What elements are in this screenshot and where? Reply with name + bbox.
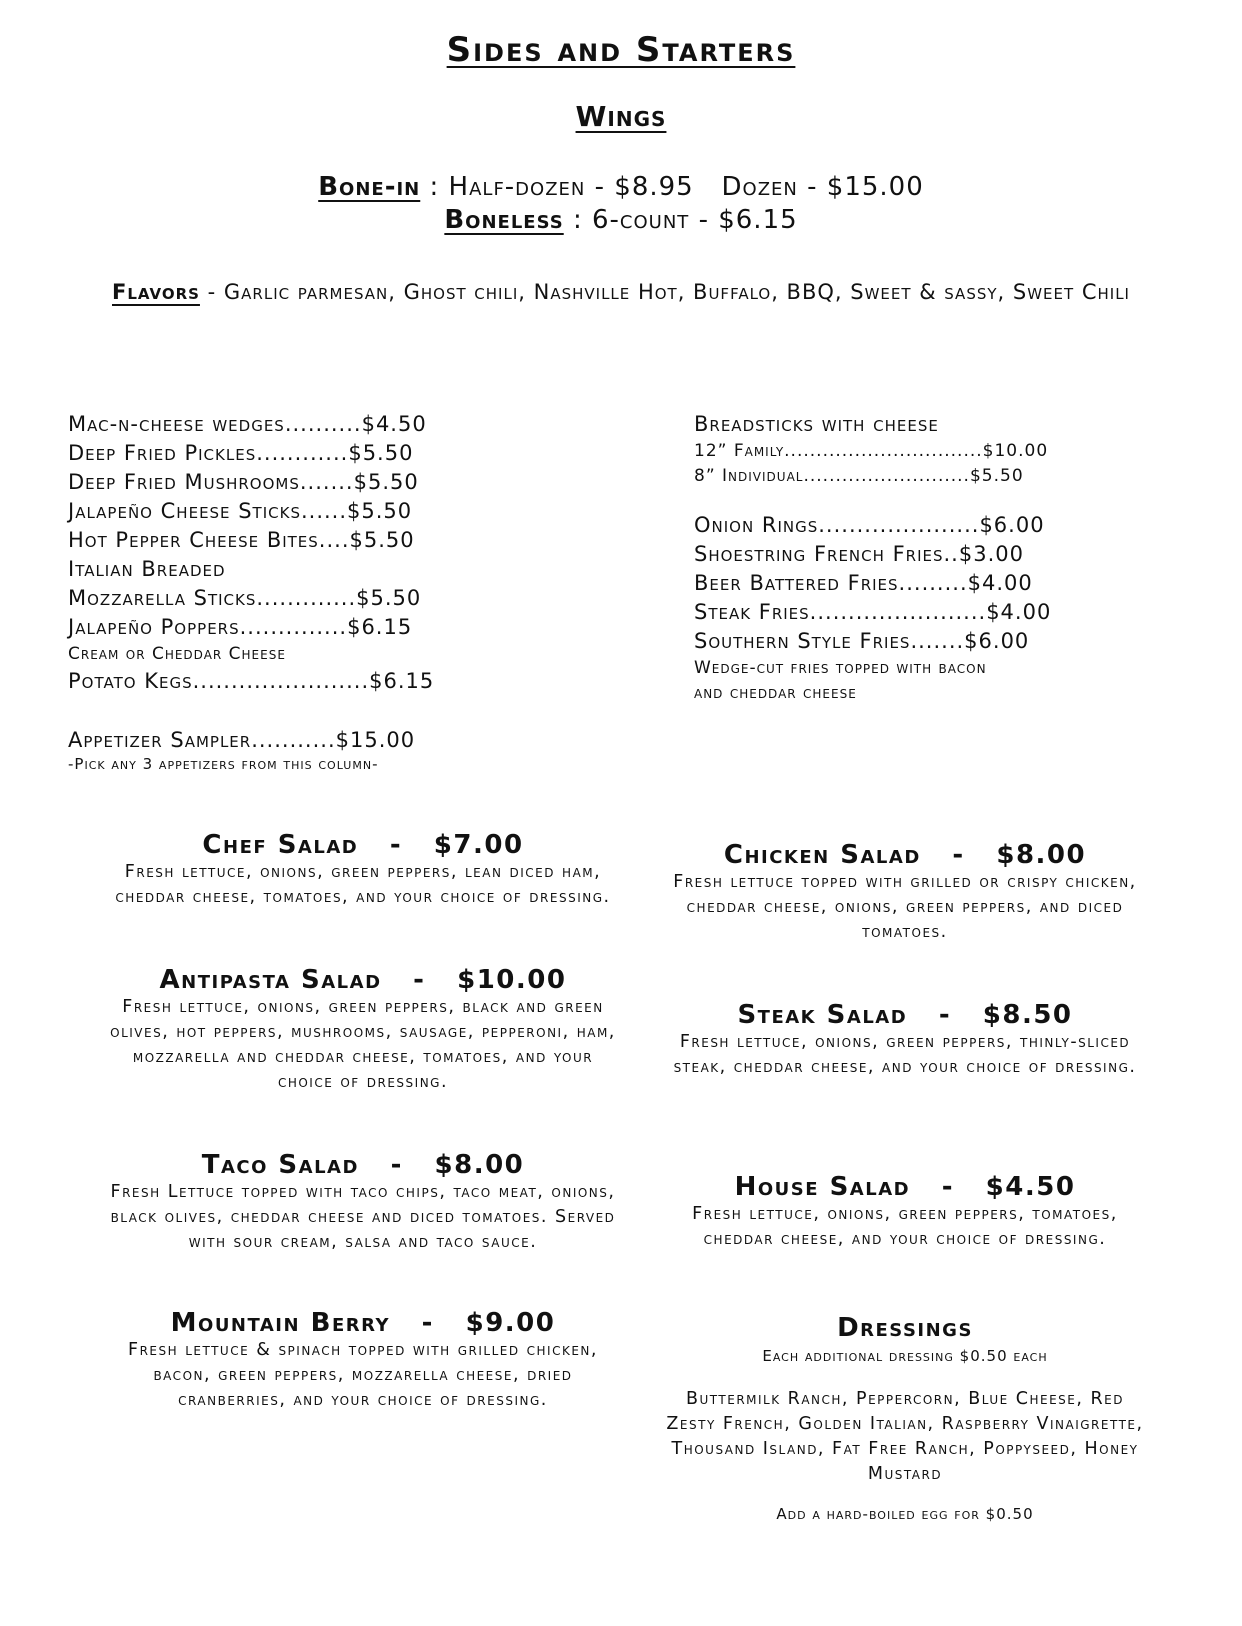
salad-title: Chef Salad - $7.00	[202, 830, 524, 860]
flavors-list: - Garlic parmesan, Ghost chili, Nashville Hot, Buffalo, BBQ, Sweet & sassy, Sweet Chili	[199, 280, 1130, 304]
appetizer-sampler-note: -Pick any 3 appetizers from this column-	[68, 755, 379, 773]
appetizer-item: Jalapeño Cheese Sticks......$5.50	[68, 499, 413, 523]
appetizer-item: Jalapeño Poppers..............$6.15	[68, 615, 413, 639]
appetizers-right	[694, 410, 1051, 706]
salad-title: Antipasta Salad - $10.00	[159, 965, 567, 995]
bone-in-label: Bone-in	[318, 172, 421, 202]
steak-salad	[660, 1000, 1150, 1080]
southern-fries-note: and cheddar cheese	[694, 683, 857, 703]
flavors-line	[40, 278, 1202, 307]
salad-title: Steak Salad - $8.50	[737, 1000, 1073, 1030]
chicken-salad	[660, 840, 1150, 945]
mountain-berry-salad	[108, 1308, 618, 1413]
dressings-list: Buttermilk Ranch, Peppercorn, Blue Cheese, Red Zesty French, Golden Italian, Raspberry Vinaigrette, Thousand Island, Fat Free Ranch, Poppyseed, Honey Mustard	[666, 1389, 1144, 1484]
salad-description: Fresh lettuce & spinach topped with grilled chicken, bacon, green peppers, mozzarella cheese, dried cranberries, and your choice of dressing.	[128, 1340, 598, 1410]
salad-description: Fresh Lettuce topped with taco chips, taco meat, onions, black olives, cheddar cheese and diced tomatoes. Served with sour cream, salsa and taco sauce.	[110, 1182, 616, 1252]
appetizer-item: Potato Kegs.......................$6.15	[68, 669, 435, 693]
page-title: Sides and Starters	[446, 30, 796, 70]
appetizers-left	[68, 410, 434, 773]
bone-in-prices: : Half-dozen - $8.95 Dozen - $15.00	[420, 172, 924, 202]
appetizer-sampler: Appetizer Sampler...........$15.00	[68, 728, 416, 752]
dressings-note: Each additional dressing $0.50 each	[762, 1347, 1048, 1365]
chef-salad	[108, 830, 618, 910]
flavors-label: Flavors	[112, 280, 200, 304]
salad-description: Fresh lettuce, onions, green peppers, lean diced ham, cheddar cheese, tomatoes, and your choice of dressing.	[115, 862, 611, 907]
bone-in-line	[0, 172, 1242, 202]
house-salad	[660, 1172, 1150, 1252]
appetizer-item: Deep Fried Mushrooms.......$5.50	[68, 470, 419, 494]
breadsticks-title: Breadsticks with cheese	[694, 412, 939, 436]
appetizer-item: Italian Breaded	[68, 557, 226, 581]
boneless-line	[0, 205, 1242, 235]
salad-description: Fresh lettuce, onions, green peppers, thinly-sliced steak, cheddar cheese, and your choice of dressing.	[673, 1032, 1137, 1077]
appetizer-item: Hot Pepper Cheese Bites....$5.50	[68, 528, 415, 552]
salad-description: Fresh lettuce, onions, green peppers, tomatoes, cheddar cheese, and your choice of dressing.	[692, 1204, 1118, 1249]
appetizer-item: Mozzarella Sticks.............$5.50	[68, 586, 422, 610]
antipasta-salad	[108, 965, 618, 1095]
side-item: Beer Battered Fries.........$4.00	[694, 571, 1033, 595]
boneless-prices: : 6-count - $6.15	[563, 205, 798, 235]
side-item: Steak Fries.......................$4.00	[694, 600, 1052, 624]
side-item: Southern Style Fries.......$6.00	[694, 629, 1030, 653]
salad-description: Fresh lettuce, onions, green peppers, black and green olives, hot peppers, mushrooms, sausage, pepperoni, ham, mozzarella and cheddar cheese, tomatoes, and your choice of dressing.	[110, 997, 616, 1092]
potato-kegs-note: Cream or Cheddar Cheese	[68, 644, 286, 664]
salad-description: Fresh lettuce topped with grilled or crispy chicken, cheddar cheese, onions, green peppers, and diced tomatoes.	[673, 872, 1137, 942]
salad-title: Taco Salad - $8.00	[201, 1150, 525, 1180]
side-item: Onion Rings.....................$6.00	[694, 513, 1045, 537]
wings-heading: Wings	[575, 100, 667, 133]
appetizer-item: Mac-n-cheese wedges..........$4.50	[68, 412, 427, 436]
southern-fries-note: Wedge-cut fries topped with bacon	[694, 658, 987, 678]
appetizer-item: Deep Fried Pickles............$5.50	[68, 441, 414, 465]
side-item: Shoestring French Fries..$3.00	[694, 542, 1024, 566]
salad-title: Mountain Berry - $9.00	[170, 1308, 556, 1338]
breadsticks-family: 12” Family...............................$10.00	[694, 441, 1049, 461]
salad-title: Chicken Salad - $8.00	[723, 840, 1087, 870]
breadsticks-individual: 8” Individual..........................$5.50	[694, 466, 1024, 486]
salad-title: House Salad - $4.50	[734, 1172, 1076, 1202]
egg-addon-note: Add a hard-boiled egg for $0.50	[776, 1505, 1034, 1523]
boneless-label: Boneless	[444, 205, 564, 235]
dressings-section	[660, 1313, 1150, 1523]
taco-salad	[108, 1150, 618, 1255]
dressings-heading: Dressings	[837, 1313, 973, 1343]
